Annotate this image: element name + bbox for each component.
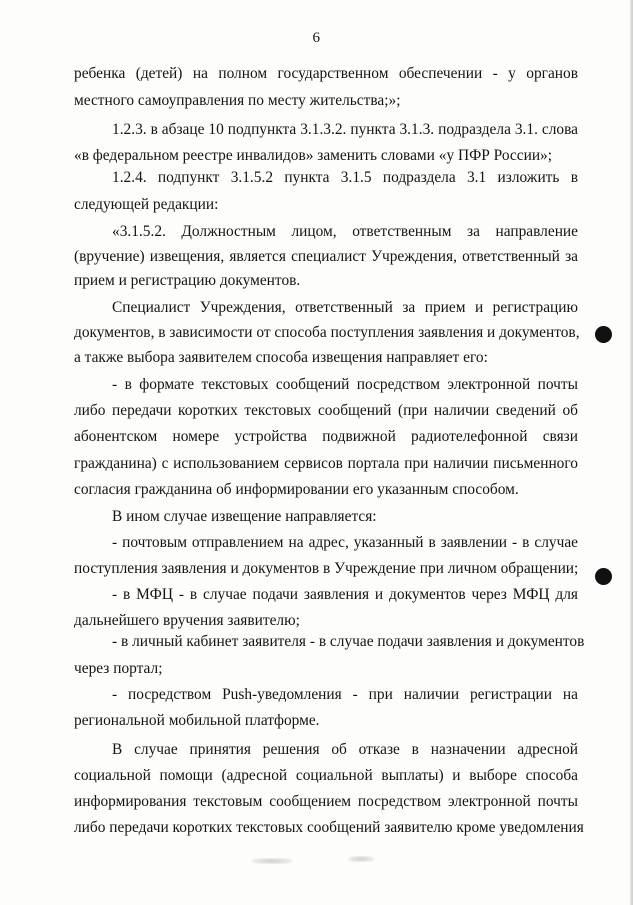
text-line: «в федеральном реестре инвалидов» заменить словами «у ПФР России»; [74, 147, 553, 164]
text-line: информирования текстовым сообщением посредством электронной почты [74, 793, 578, 810]
text-line: гражданина) с использованием сервисов портала при наличии письменного [74, 455, 578, 472]
text-line: согласия гражданина об информировании его указанным способом. [74, 481, 519, 498]
text-line: - в личный кабинет заявителя - в случае подачи заявления и документов [112, 633, 585, 650]
text-line: «3.1.5.2. Должностным лицом, ответственным за направление [112, 223, 578, 240]
text-line: через портал; [74, 660, 163, 677]
text-line: а также выбора заявителем способа извещения направляет его: [74, 349, 488, 366]
punch-hole-mark [595, 568, 612, 585]
text-line: В случае принятия решения об отказе в назначении адресной [112, 741, 578, 758]
text-line: либо передачи коротких текстовых сообщений (при наличии сведений об [74, 402, 578, 419]
text-line: - посредством Push-уведомления - при наличии регистрации на [112, 686, 578, 703]
text-line: либо передачи коротких текстовых сообщений заявителю кроме уведомления [74, 819, 584, 836]
text-line: ребенка (детей) на полном государственном обеспечении - у органов [74, 65, 578, 82]
text-line: абонентском номере устройства подвижной радиотелефонной связи [74, 428, 578, 445]
text-line: поступления заявления и документов в Учреждение при личном обращении; [74, 560, 579, 577]
text-line: В ином случае извещение направляется: [112, 508, 377, 525]
text-line: социальной помощи (адресной социальной выплаты) и выборе способа [74, 767, 578, 784]
text-line: Специалист Учреждения, ответственный за прием и регистрацию [112, 299, 578, 316]
text-line: документов, в зависимости от способа поступления заявления и документов, [74, 324, 580, 341]
text-line: 1.2.3. в абзаце 10 подпункта 3.1.3.2. пункта 3.1.3. подраздела 3.1. слова [112, 121, 578, 138]
punch-hole-mark [595, 326, 612, 343]
text-line: 1.2.4. подпункт 3.1.5.2 пункта 3.1.5 подраздела 3.1 изложить в [112, 169, 578, 186]
scan-artifact [348, 856, 374, 862]
text-line: следующей редакции: [74, 196, 219, 213]
scan-artifact [252, 858, 292, 864]
text-line: дальнейшего вручения заявителю; [74, 612, 300, 629]
text-line: прием и регистрацию документов. [74, 272, 301, 289]
text-line: региональной мобильной платформе. [74, 712, 320, 729]
text-line: (вручение) извещения, является специалист Учреждения, ответственный за [74, 248, 578, 265]
text-line: - в МФЦ - в случае подачи заявления и документов через МФЦ для [112, 586, 578, 603]
text-line: местного самоуправления по месту жительства;»; [74, 92, 401, 109]
text-line: - в формате текстовых сообщений посредством электронной почты [112, 376, 578, 393]
text-line: - почтовым отправлением на адрес, указанный в заявлении - в случае [112, 534, 578, 551]
page-number: 6 [312, 30, 321, 46]
